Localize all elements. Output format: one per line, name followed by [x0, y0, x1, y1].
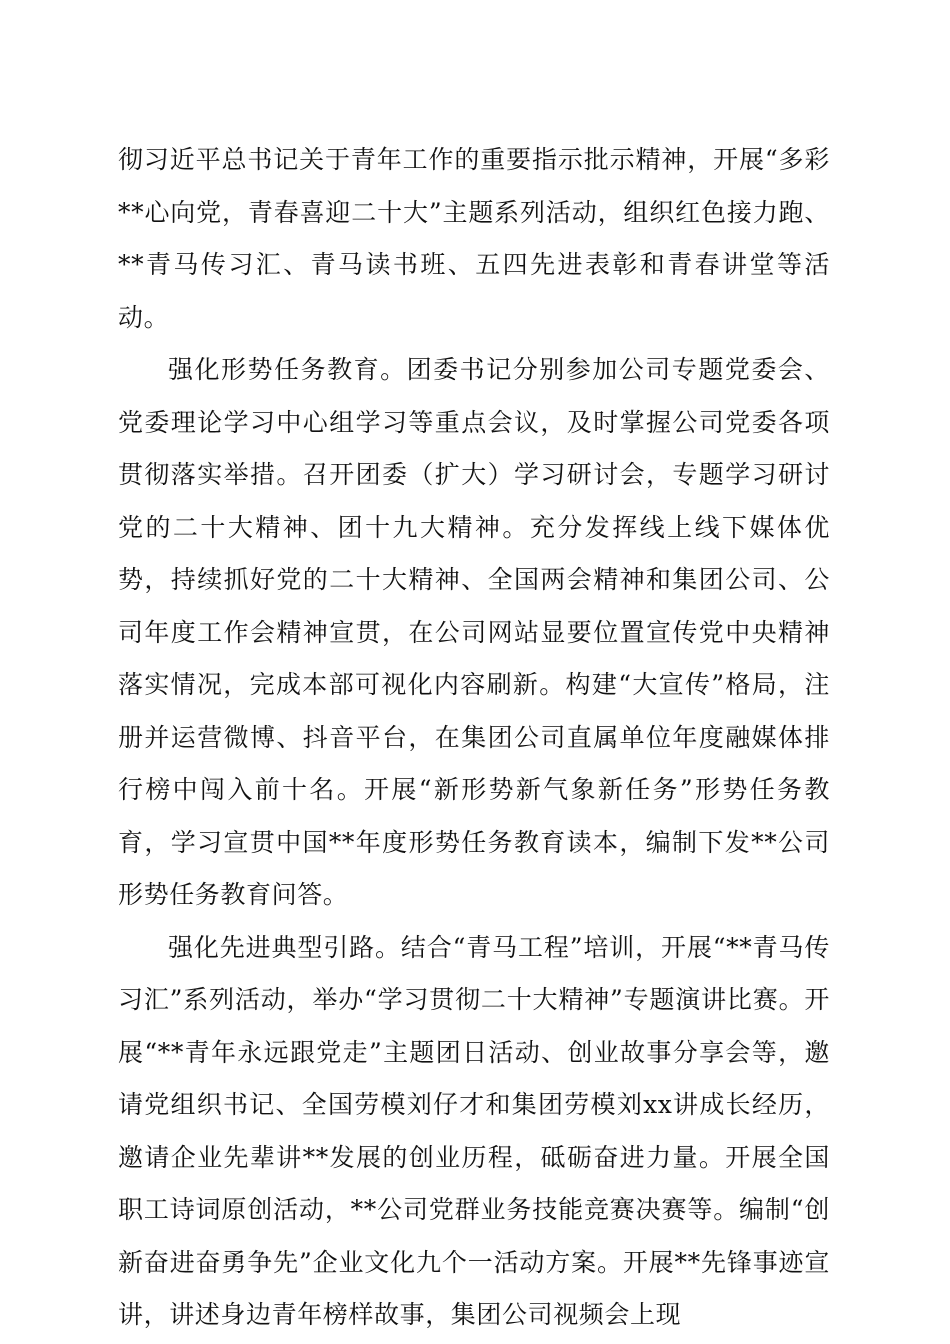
paragraph-continuation: 彻习近平总书记关于青年工作的重要指示批示精神，开展“多彩**心向党，青春喜迎二十大”主题系列活动，组织红色接力跑、**青马传习汇、青马读书班、五四先进表彰和青春讲堂等活动。 [118, 145, 830, 332]
paragraph-advanced-models: 强化先进典型引路。结合“青马工程”培训，开展“**青马传习汇”系列活动，举办“学习贯彻二十大精神”专题演讲比赛。开展“**青年永远跟党走”主题团日活动、创业故事分享会等，邀请党组织书记、全国劳模刘仔才和集团劳模刘xx讲成长经历，邀请企业先辈讲**发展的创业历程，砥砺奋进力量。开展全国职工诗词原创活动，**公司党群业务技能竞赛决赛等。编制“创新奋进奋勇争先”企业文化九个一活动方案。开展**先锋事迹宣讲，讲述身边青年榜样故事，集团公司视频会上现 [118, 932, 830, 1329]
document-body [118, 134, 830, 1342]
paragraph-situation-education: 强化形势任务教育。团委书记分别参加公司专题党委会、党委理论学习中心组学习等重点会议，及时掌握公司党委各项贯彻落实举措。召开团委（扩大）学习研讨会，专题学习研讨党的二十大精神、团十九大精神。充分发挥线上线下媒体优势，持续抓好党的二十大精神、全国两会精神和集团公司、公司年度工作会精神宣贯，在公司网站显要位置宣传党中央精神落实情况，完成本部可视化内容刷新。构建“大宣传”格局，注册并运营微博、抖音平台，在集团公司直属单位年度融媒体排行榜中闯入前十名。开展“新形势新气象新任务”形势任务教育，学习宣贯中国**年度形势任务教育读本，编制下发**公司形势任务教育问答。 [118, 355, 830, 909]
